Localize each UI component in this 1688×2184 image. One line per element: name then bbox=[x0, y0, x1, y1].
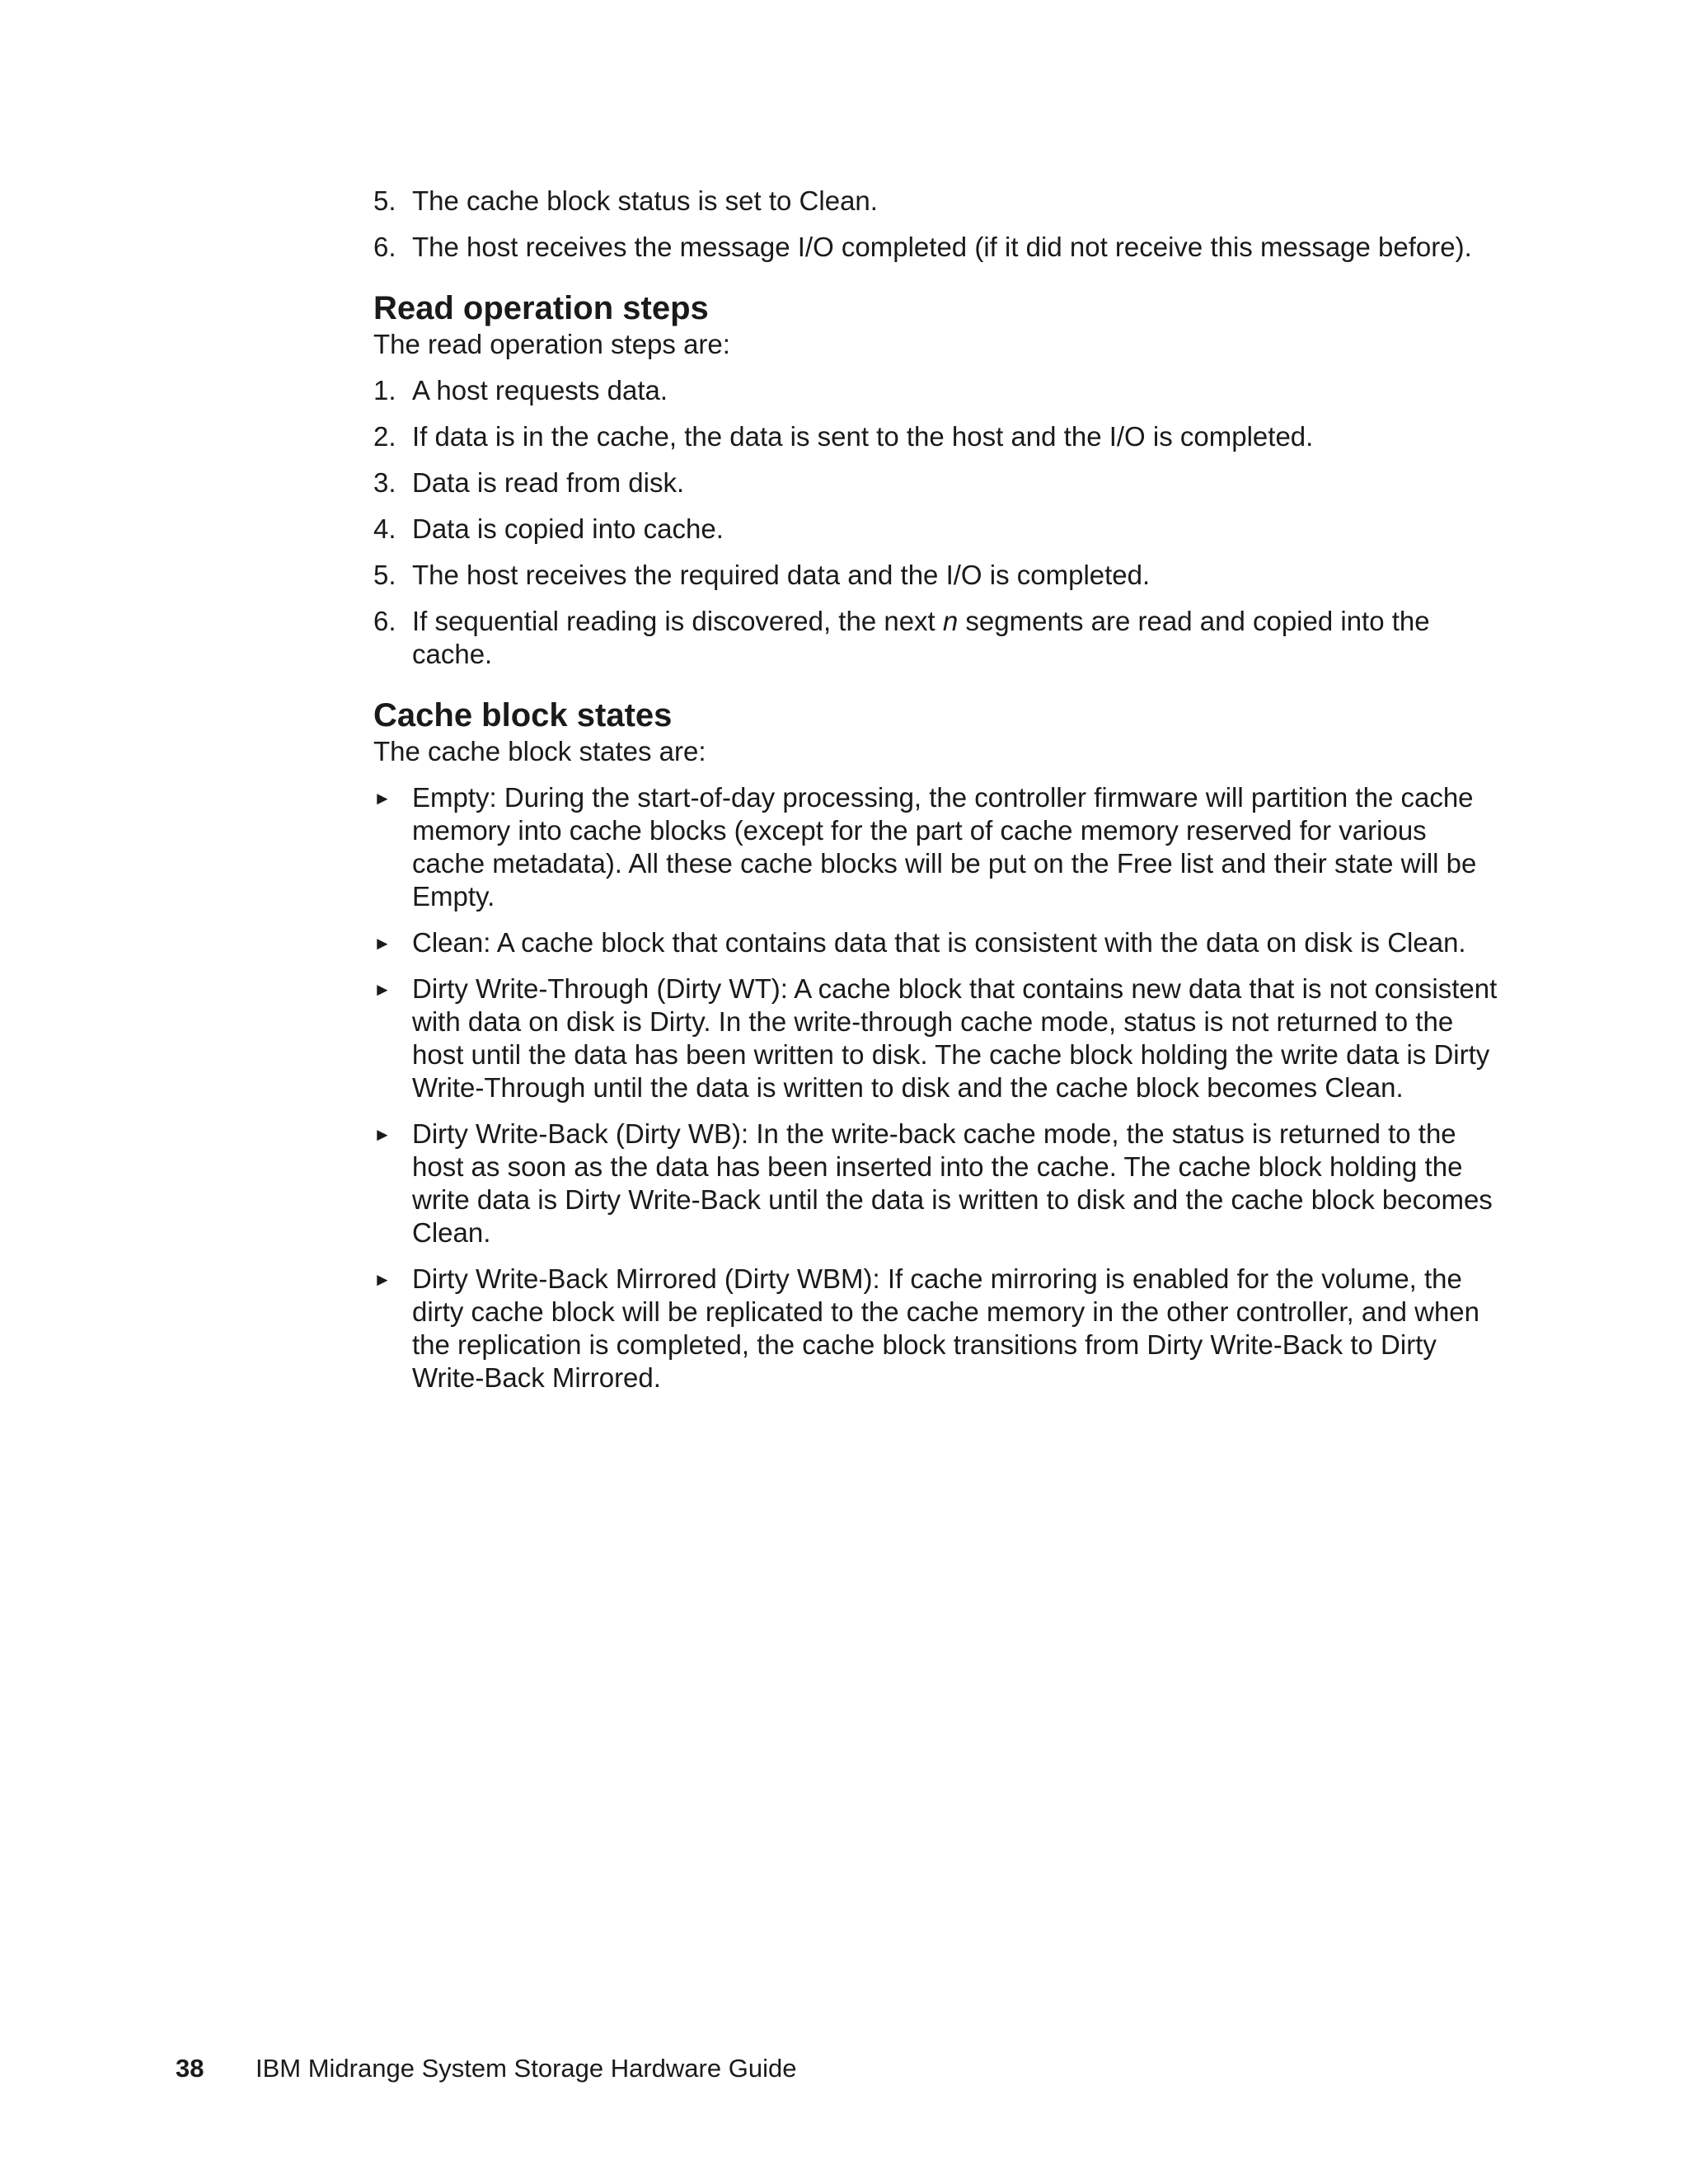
list-item bbox=[373, 1263, 1503, 1394]
list-item bbox=[373, 231, 1503, 264]
list-item-text: If data is in the cache, the data is sent to the host and the I/O is completed. bbox=[412, 421, 1314, 452]
list-item bbox=[373, 420, 1503, 453]
write-steps-list bbox=[373, 185, 1503, 264]
list-item-text: The host receives the message I/O completed (if it did not receive this message before). bbox=[412, 232, 1472, 262]
text-run: If sequential reading is discovered, the next bbox=[412, 606, 943, 636]
cache-states-heading: Cache block states bbox=[373, 697, 673, 733]
list-item-text: Clean: A cache block that contains data that is consistent with the data on disk is Clean. bbox=[412, 927, 1466, 958]
list-number: 5. bbox=[373, 185, 396, 216]
list-item bbox=[373, 1118, 1503, 1249]
read-steps-list bbox=[373, 374, 1503, 671]
cache-states-intro: The cache block states are: bbox=[373, 736, 706, 766]
list-number: 5. bbox=[373, 560, 396, 590]
list-number: 2. bbox=[373, 421, 396, 452]
cache-states-list bbox=[373, 781, 1503, 1394]
list-number: 1. bbox=[373, 375, 396, 405]
book-title: IBM Midrange System Storage Hardware Guide bbox=[256, 2054, 797, 2083]
read-steps-heading: Read operation steps bbox=[373, 290, 709, 326]
list-item bbox=[373, 466, 1503, 499]
list-number: 3. bbox=[373, 467, 396, 498]
list-item bbox=[373, 374, 1503, 407]
italic-variable: n bbox=[942, 606, 959, 636]
list-item-text: The host receives the required data and the I/O is completed. bbox=[412, 560, 1151, 590]
list-item-text bbox=[412, 606, 1430, 669]
list-item bbox=[373, 926, 1503, 959]
list-item-text: Data is read from disk. bbox=[412, 467, 685, 498]
list-item-text: The cache block status is set to Clean. bbox=[412, 185, 878, 216]
list-item bbox=[373, 972, 1503, 1104]
read-steps-intro: The read operation steps are: bbox=[373, 329, 730, 359]
list-item-text: Data is copied into cache. bbox=[412, 513, 724, 544]
triangle-bullet-icon: ► bbox=[373, 788, 392, 808]
page-footer bbox=[176, 2052, 796, 2085]
list-item-text: Empty: During the start-of-day processing, the controller firmware will partition the cache memory into cache blocks (except for the part of cache memory reserved for various cache metadata). All these cache blocks will be put on the Free list and their state will be Empty. bbox=[412, 782, 1477, 912]
triangle-bullet-icon: ► bbox=[373, 1269, 392, 1290]
triangle-bullet-icon: ► bbox=[373, 1124, 392, 1145]
list-number: 6. bbox=[373, 232, 396, 262]
list-item bbox=[373, 781, 1503, 913]
triangle-bullet-icon: ► bbox=[373, 979, 392, 1000]
text-run: segments are read and copied into the cache. bbox=[412, 606, 1430, 669]
list-item bbox=[373, 559, 1503, 592]
list-number: 6. bbox=[373, 606, 396, 636]
list-item bbox=[373, 185, 1503, 218]
list-item bbox=[373, 513, 1503, 546]
list-item bbox=[373, 605, 1503, 671]
list-item-text: Dirty Write-Back Mirrored (Dirty WBM): If cache mirroring is enabled for the volume, the dirty cache block will be replicated to the cache memory in the other controller, and when the replication is completed, the cache block transitions from Dirty Write-Back to Dirty Write-Back Mirrored. bbox=[412, 1263, 1480, 1393]
list-number: 4. bbox=[373, 513, 396, 544]
triangle-bullet-icon: ► bbox=[373, 933, 392, 954]
list-item-text: A host requests data. bbox=[412, 375, 668, 405]
page-body bbox=[373, 185, 1503, 1408]
list-item-text: Dirty Write-Through (Dirty WT): A cache block that contains new data that is not consistent with data on disk is Dirty. In the write-through cache mode, status is not returned to the host until the data has been written to disk. The cache block holding the write data is Dirty Write-Through until the data is written to disk and the cache block becomes Clean. bbox=[412, 973, 1498, 1103]
page-number: 38 bbox=[176, 2054, 204, 2083]
list-item-text: Dirty Write-Back (Dirty WB): In the write-back cache mode, the status is returned to the host as soon as the data has been inserted into the cache. The cache block holding the write data is Dirty Write-Back until the data is written to disk and the cache block becomes Clean. bbox=[412, 1118, 1493, 1248]
